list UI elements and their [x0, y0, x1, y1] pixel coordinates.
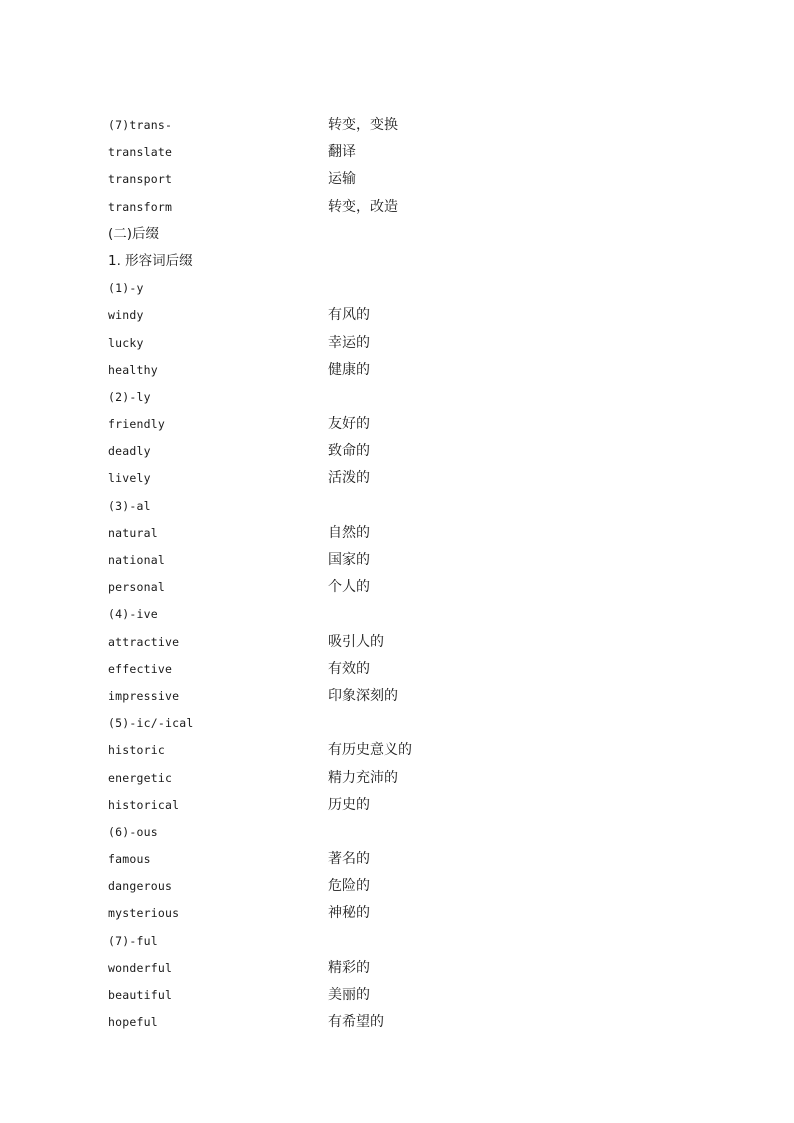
vocab-row — [108, 330, 668, 357]
english-term: (7)trans- — [108, 118, 173, 132]
vocab-row — [108, 438, 668, 465]
chinese-meaning: 有风的 — [328, 307, 370, 324]
vocab-row — [108, 112, 668, 139]
english-term: energetic — [108, 770, 173, 785]
section-heading — [108, 221, 668, 248]
vocab-row — [108, 574, 668, 601]
chinese-meaning: 神秘的 — [328, 905, 370, 922]
suffix-label-row — [108, 384, 668, 411]
chinese-meaning: 友好的 — [328, 416, 370, 433]
vocab-row — [108, 900, 668, 927]
chinese-meaning: 精彩的 — [328, 959, 370, 976]
english-term: impressive — [108, 688, 180, 703]
subsection-heading-text: 1. 形容词后缀 — [108, 252, 193, 269]
suffix-label-row — [108, 275, 668, 302]
chinese-meaning: 有效的 — [328, 660, 370, 677]
suffix-label: (3)-al — [108, 498, 151, 513]
chinese-meaning: 精力充沛的 — [328, 769, 398, 786]
english-term: deadly — [108, 444, 151, 459]
vocab-row — [108, 465, 668, 492]
english-term: friendly — [108, 417, 165, 432]
english-term: transport — [108, 172, 173, 187]
chinese-meaning: 危险的 — [328, 878, 370, 895]
vocab-row — [108, 629, 668, 656]
vocab-row — [108, 194, 668, 221]
vocab-row — [108, 656, 668, 683]
chinese-meaning: 印象深刻的 — [328, 687, 398, 704]
english-term: healthy — [108, 362, 158, 377]
suffix-label: (5)-ic/-ical — [108, 716, 194, 731]
chinese-meaning: 幸运的 — [328, 334, 370, 351]
vocab-row — [108, 357, 668, 384]
vocab-row — [108, 547, 668, 574]
english-term: transform — [108, 199, 173, 214]
vocab-row — [108, 955, 668, 982]
english-term: famous — [108, 852, 151, 867]
english-term: historical — [108, 797, 180, 812]
english-term: lucky — [108, 335, 144, 350]
chinese-meaning: 转变，变换 — [328, 117, 398, 133]
subsection-heading — [108, 248, 668, 275]
english-term: hopeful — [108, 1015, 158, 1030]
suffix-label: (2)-ly — [108, 389, 151, 404]
suffix-label-row — [108, 601, 668, 628]
vocab-row — [108, 166, 668, 193]
chinese-meaning: 致命的 — [328, 443, 370, 460]
chinese-meaning: 国家的 — [328, 552, 370, 568]
english-term: attractive — [108, 634, 180, 649]
suffix-label: (4)-ive — [108, 607, 158, 622]
chinese-meaning: 翻译 — [328, 144, 356, 161]
chinese-meaning: 运输 — [328, 171, 356, 188]
chinese-meaning: 历史的 — [328, 796, 370, 813]
suffix-label: (1)-y — [108, 281, 144, 296]
vocab-row — [108, 411, 668, 438]
chinese-meaning: 自然的 — [328, 524, 370, 541]
suffix-label-row — [108, 493, 668, 520]
english-term: windy — [108, 308, 144, 323]
english-term: effective — [108, 661, 173, 676]
english-term: historic — [108, 743, 165, 758]
vocab-row — [108, 765, 668, 792]
english-term: wonderful — [108, 960, 173, 975]
chinese-meaning: 有历史意义的 — [328, 742, 412, 759]
suffix-label-row — [108, 710, 668, 737]
english-term: beautiful — [108, 988, 173, 1002]
suffix-label-row — [108, 819, 668, 846]
vocab-row — [108, 982, 668, 1009]
section-heading-text: (二)后缀 — [108, 225, 160, 242]
chinese-meaning: 健康的 — [328, 361, 370, 378]
english-term: mysterious — [108, 906, 180, 921]
suffix-label: (7)-ful — [108, 933, 158, 948]
english-term: national — [108, 553, 165, 567]
english-term: personal — [108, 580, 165, 595]
vocab-row — [108, 1009, 668, 1036]
english-term: dangerous — [108, 879, 173, 894]
chinese-meaning: 活泼的 — [328, 470, 370, 487]
vocab-row — [108, 302, 668, 329]
chinese-meaning: 个人的 — [328, 579, 370, 596]
vocab-row — [108, 846, 668, 873]
chinese-meaning: 有希望的 — [328, 1014, 384, 1031]
vocab-row — [108, 139, 668, 166]
english-term: lively — [108, 471, 151, 486]
chinese-meaning: 著名的 — [328, 851, 370, 868]
suffix-label-row — [108, 928, 668, 955]
vocab-row — [108, 683, 668, 710]
suffix-label: (6)-ous — [108, 824, 158, 839]
vocabulary-list — [108, 112, 668, 1036]
vocab-row — [108, 737, 668, 764]
vocab-row — [108, 792, 668, 819]
vocab-row — [108, 520, 668, 547]
vocab-row — [108, 873, 668, 900]
english-term: natural — [108, 525, 158, 540]
chinese-meaning: 美丽的 — [328, 987, 370, 1003]
chinese-meaning: 吸引人的 — [328, 633, 384, 650]
english-term: translate — [108, 145, 173, 160]
chinese-meaning: 转变，改造 — [328, 198, 398, 215]
